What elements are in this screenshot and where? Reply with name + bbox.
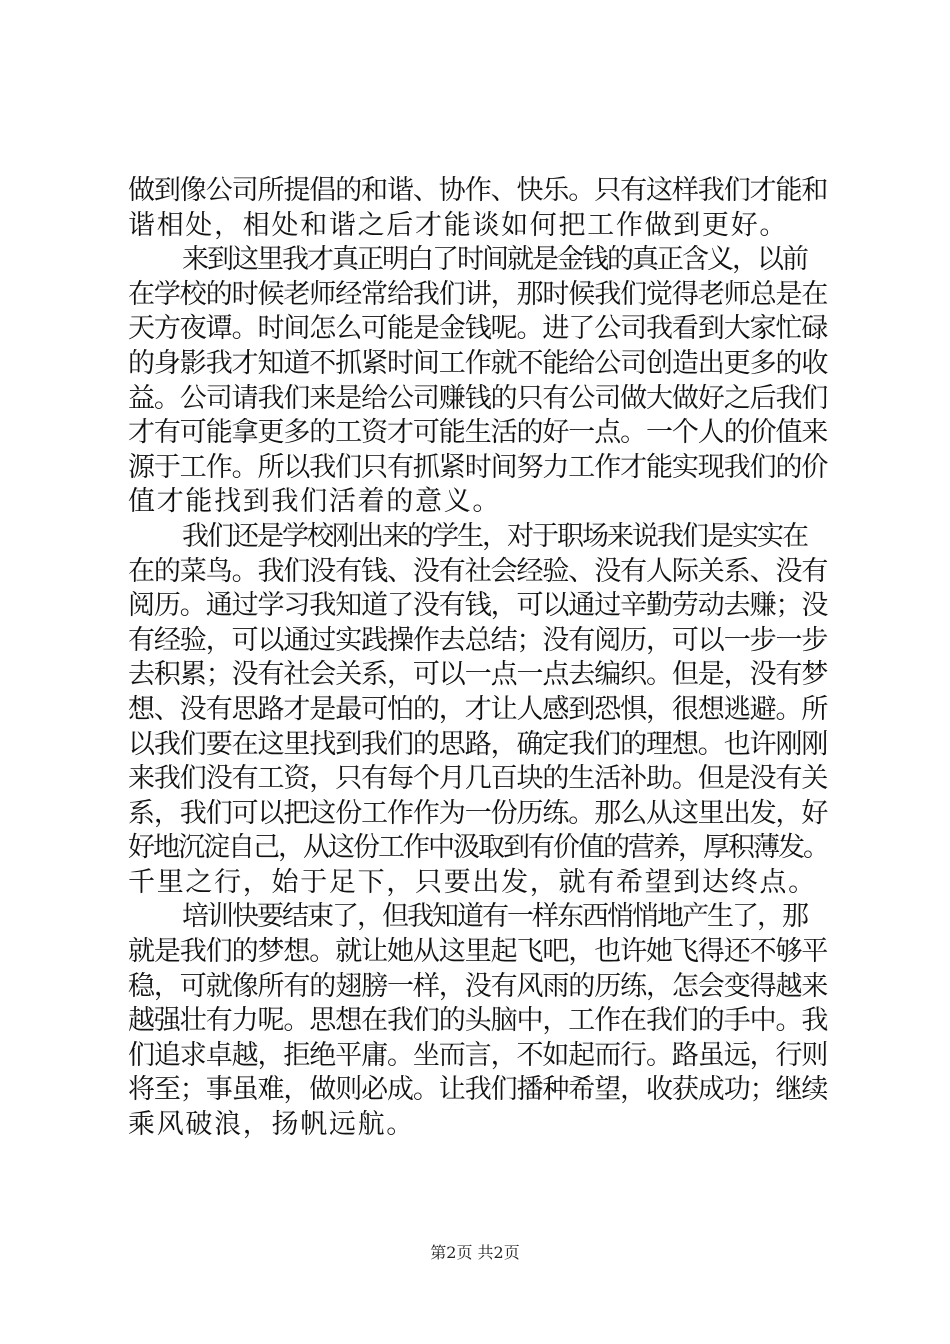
text-line: 们追求卓越，拒绝平庸。坐而言，不如起而行。路虽远，行则 bbox=[128, 1039, 828, 1071]
page-footer bbox=[0, 1243, 950, 1263]
text-line: 乘风破浪，扬帆远航。 bbox=[128, 1109, 415, 1141]
text-line: 越强壮有力呢。思想在我们的头脑中，工作在我们的手中。我 bbox=[128, 1005, 828, 1037]
text-line: 值才能找到我们活着的意义。 bbox=[128, 486, 502, 518]
text-line: 的身影我才知道不抓紧时间工作就不能给公司创造出更多的收 bbox=[128, 347, 828, 379]
paragraph-3 bbox=[128, 520, 828, 901]
text-line: 就是我们的梦想。就让她从这里起飞吧，也许她飞得还不够平 bbox=[128, 936, 828, 968]
text-line: 来我们没有工资，只有每个月几百块的生活补助。但是没有关 bbox=[128, 763, 828, 795]
paragraph-2 bbox=[128, 243, 828, 520]
text-line: 来到这里我才真正明白了时间就是金钱的真正含义，以前 bbox=[182, 244, 807, 276]
text-line: 我们还是学校刚出来的学生，对于职场来说我们是实实在 bbox=[182, 520, 807, 552]
text-line: 天方夜谭。时间怎么可能是金钱呢。进了公司我看到大家忙碌 bbox=[128, 313, 828, 345]
text-line: 稳，可就像所有的翅膀一样，没有风雨的历练，怎会变得越来 bbox=[128, 970, 828, 1002]
text-line: 培训快要结束了，但我知道有一样东西悄悄地产生了，那 bbox=[182, 901, 807, 933]
text-line: 谐相处，相处和谐之后才能谈如何把工作做到更好。 bbox=[128, 209, 789, 241]
text-line: 做到像公司所提倡的和谐、协作、快乐。只有这样我们才能和 bbox=[128, 175, 828, 206]
text-line: 在学校的时候老师经常给我们讲，那时候我们觉得老师总是在 bbox=[128, 278, 828, 310]
text-line: 去积累；没有社会关系，可以一点一点去编织。但是，没有梦 bbox=[128, 659, 828, 691]
text-line: 想、没有思路才是最可怕的，才让人感到恐惧，很想逃避。所 bbox=[128, 693, 828, 725]
text-line: 好地沉淀自己，从这份工作中汲取到有价值的营养，厚积薄发。 bbox=[128, 832, 828, 864]
page-number-label: 第2页 共2页 bbox=[430, 1243, 520, 1262]
text-line: 千里之行，始于足下，只要出发，就有希望到达终点。 bbox=[128, 866, 817, 898]
text-line: 益。公司请我们来是给公司赚钱的只有公司做大做好之后我们 bbox=[128, 382, 828, 414]
text-line: 阅历。通过学习我知道了没有钱，可以通过辛勤劳动去赚；没 bbox=[128, 590, 828, 622]
body-text bbox=[128, 174, 828, 1143]
text-line: 源于工作。所以我们只有抓紧时间努力工作才能实现我们的价 bbox=[128, 451, 828, 483]
text-line: 将至；事虽难，做则必成。让我们播种希望，收获成功；继续 bbox=[128, 1074, 828, 1106]
text-line: 有经验，可以通过实践操作去总结；没有阅历，可以一步一步 bbox=[128, 624, 828, 656]
text-line: 系，我们可以把这份工作作为一份历练。那么从这里出发，好 bbox=[128, 797, 828, 829]
text-line: 以我们要在这里找到我们的思路，确定我们的理想。也许刚刚 bbox=[128, 728, 828, 760]
paragraph-4 bbox=[128, 900, 828, 1142]
text-line: 才有可能拿更多的工资才可能生活的好一点。一个人的价值来 bbox=[128, 417, 828, 449]
paragraph-1 bbox=[128, 174, 828, 243]
text-line: 在的菜鸟。我们没有钱、没有社会经验、没有人际关系、没有 bbox=[128, 555, 828, 587]
